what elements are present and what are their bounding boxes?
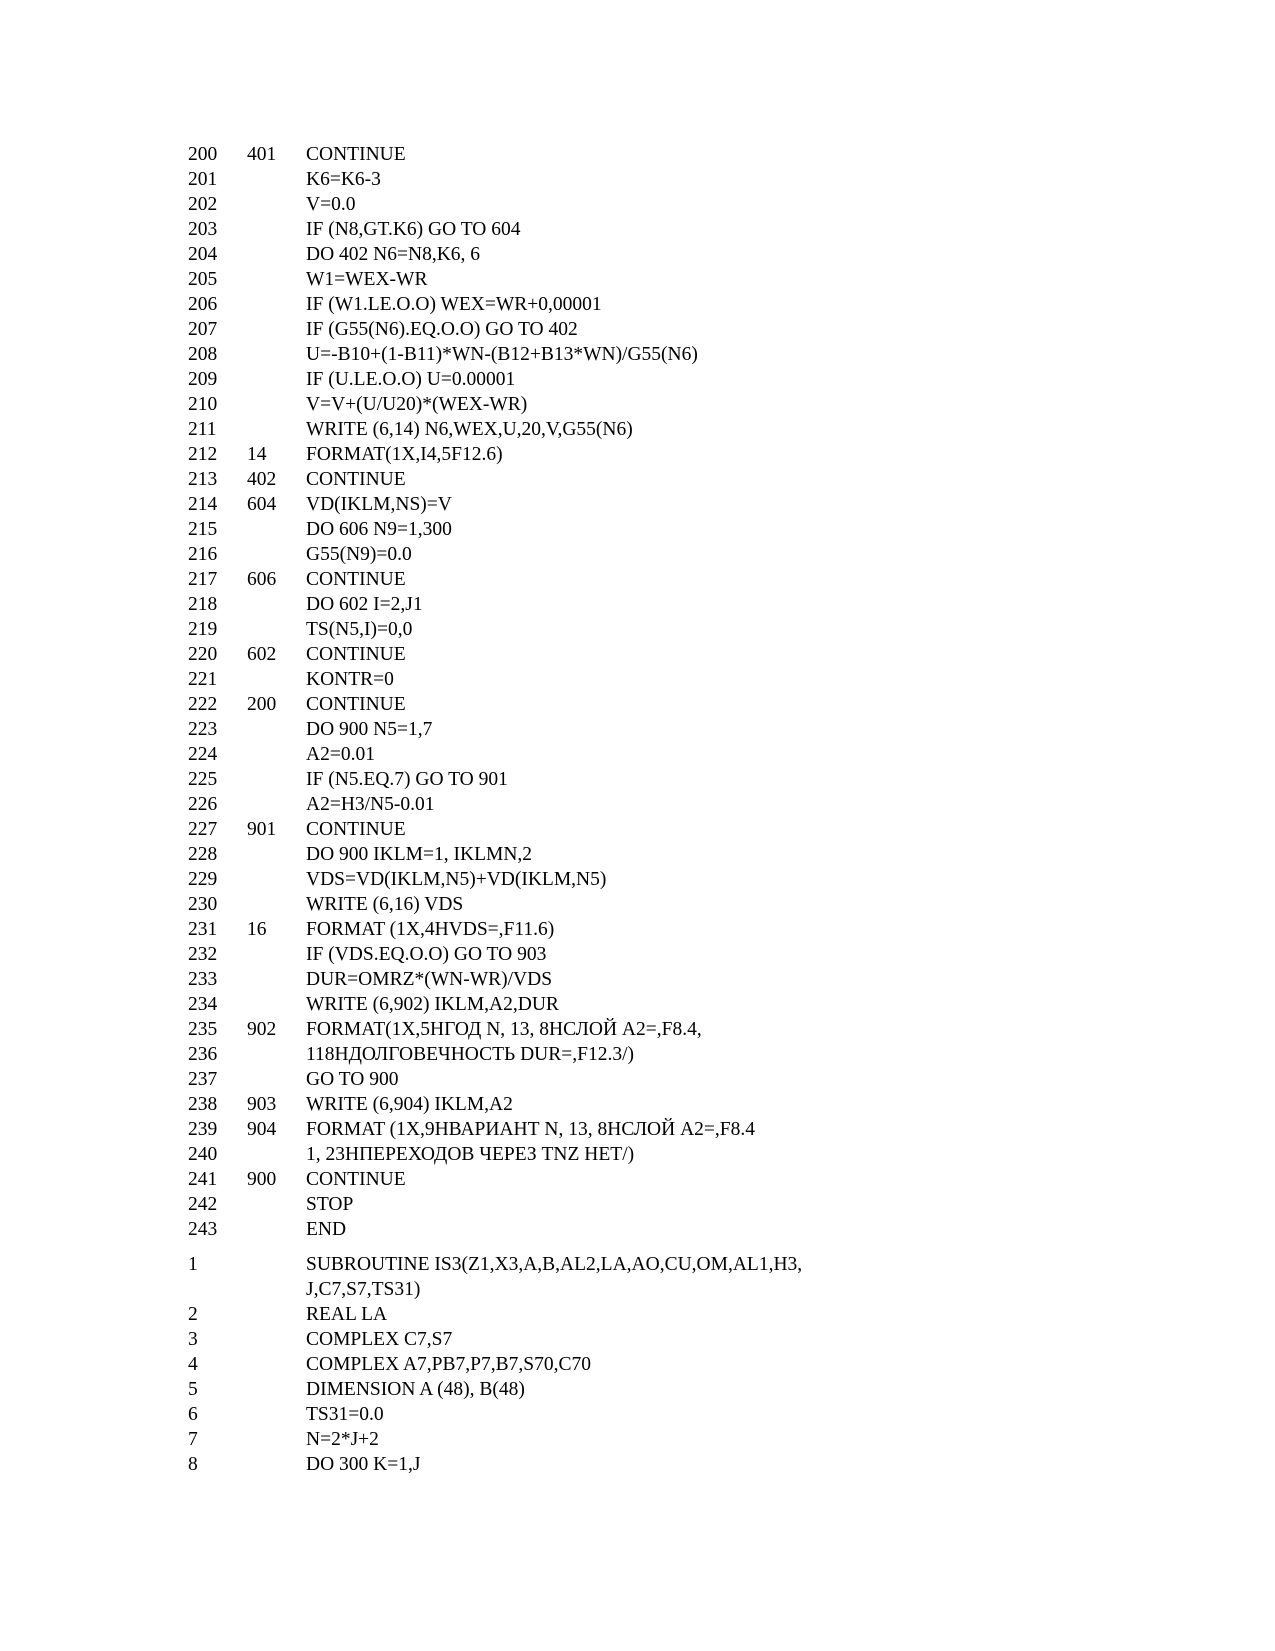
statement-text: KONTR=0 [306, 669, 394, 690]
code-line [0, 1117, 1275, 1142]
statement-text: DO 300 K=1,J [306, 1454, 421, 1475]
statement-label: 606 [247, 569, 277, 590]
code-line [0, 1217, 1275, 1242]
statement-label: 16 [247, 919, 267, 940]
line-number: 214 [188, 494, 218, 515]
statement-label: 604 [247, 494, 277, 515]
line-number: 205 [188, 269, 218, 290]
line-number: 201 [188, 169, 218, 190]
statement-text: DUR=OMRZ*(WN-WR)/VDS [306, 969, 553, 990]
code-line [0, 1142, 1275, 1167]
code-line [0, 867, 1275, 892]
statement-text: IF (G55(N6).EQ.O.O) GO TO 402 [306, 319, 578, 340]
line-number: 232 [188, 944, 218, 965]
code-line [0, 967, 1275, 992]
code-line [0, 1252, 1275, 1277]
line-number: 1 [188, 1254, 198, 1275]
statement-text: COMPLEX A7,PB7,P7,B7,S70,C70 [306, 1354, 591, 1375]
code-line [0, 167, 1275, 192]
statement-text: DO 402 N6=N8,K6, 6 [306, 244, 481, 265]
line-number: 219 [188, 619, 218, 640]
line-number: 235 [188, 1019, 218, 1040]
statement-text: TS31=0.0 [306, 1404, 384, 1425]
statement-label: 900 [247, 1169, 277, 1190]
statement-text: A2=0.01 [306, 744, 375, 765]
line-number: 6 [188, 1404, 198, 1425]
code-line [0, 292, 1275, 317]
statement-text: IF (N8,GT.K6) GO TO 604 [306, 219, 521, 240]
statement-text: G55(N9)=0.0 [306, 544, 412, 565]
line-number: 7 [188, 1429, 198, 1450]
statement-text: K6=K6-3 [306, 169, 381, 190]
statement-text: DO 602 I=2,J1 [306, 594, 423, 615]
line-number: 215 [188, 519, 218, 540]
statement-text: DO 606 N9=1,300 [306, 519, 452, 540]
code-line [0, 1452, 1275, 1477]
statement-text: IF (W1.LE.O.O) WEX=WR+0,00001 [306, 294, 602, 315]
statement-text: N=2*J+2 [306, 1429, 379, 1450]
code-line [0, 1067, 1275, 1092]
line-number: 228 [188, 844, 218, 865]
code-line [0, 267, 1275, 292]
statement-text: VD(IKLM,NS)=V [306, 494, 452, 515]
line-number: 213 [188, 469, 218, 490]
statement-text: FORMAT (1X,9HВАРИАНТ N, 13, 8HСЛОЙ A2=,F8.4 [306, 1119, 756, 1140]
statement-text: CONTINUE [306, 1169, 406, 1190]
line-number: 208 [188, 344, 218, 365]
code-line [0, 767, 1275, 792]
main-program-tail [0, 142, 1275, 1242]
line-number: 211 [188, 419, 217, 440]
code-line [0, 917, 1275, 942]
code-line [0, 417, 1275, 442]
statement-text: DIMENSION A (48), B(48) [306, 1379, 525, 1400]
code-line [0, 217, 1275, 242]
line-number: 203 [188, 219, 218, 240]
statement-text: COMPLEX C7,S7 [306, 1329, 453, 1350]
statement-label: 200 [247, 694, 277, 715]
code-line [0, 1352, 1275, 1377]
line-number: 212 [188, 444, 218, 465]
statement-text: CONTINUE [306, 569, 406, 590]
line-number: 222 [188, 694, 218, 715]
code-line [0, 742, 1275, 767]
statement-text: V=0.0 [306, 194, 356, 215]
statement-text: FORMAT(1X,5HГОД N, 13, 8HСЛОЙ A2=,F8.4, [306, 1019, 702, 1040]
code-line [0, 1277, 1275, 1302]
line-number: 206 [188, 294, 218, 315]
code-line [0, 1042, 1275, 1067]
code-line [0, 442, 1275, 467]
statement-text: SUBROUTINE IS3(Z1,X3,A,B,AL2,LA,AO,CU,OM,AL1,H3, [306, 1254, 803, 1275]
statement-text: 118HДОЛГОВЕЧНОСТЬ DUR=,F12.3/) [306, 1044, 635, 1065]
code-line [0, 617, 1275, 642]
code-line [0, 542, 1275, 567]
statement-text: IF (U.LE.O.O) U=0.00001 [306, 369, 516, 390]
statement-text: FORMAT(1X,I4,5F12.6) [306, 444, 503, 465]
statement-text: FORMAT (1X,4HVDS=,F11.6) [306, 919, 555, 940]
line-number: 234 [188, 994, 218, 1015]
subroutine-is3 [0, 1252, 1275, 1477]
line-number: 207 [188, 319, 218, 340]
code-line [0, 1092, 1275, 1117]
code-line [0, 992, 1275, 1017]
line-number: 220 [188, 644, 218, 665]
line-number: 229 [188, 869, 218, 890]
line-number: 227 [188, 819, 218, 840]
code-line [0, 942, 1275, 967]
statement-text: CONTINUE [306, 644, 406, 665]
statement-text: GO TO 900 [306, 1069, 399, 1090]
statement-text: DO 900 IKLM=1, IKLMN,2 [306, 844, 533, 865]
line-number: 204 [188, 244, 218, 265]
line-number: 237 [188, 1069, 218, 1090]
line-number: 240 [188, 1144, 218, 1165]
line-number: 2 [188, 1304, 198, 1325]
line-number: 242 [188, 1194, 218, 1215]
code-line [0, 342, 1275, 367]
statement-label: 402 [247, 469, 277, 490]
statement-text: J,C7,S7,TS31) [306, 1279, 421, 1300]
statement-label: 903 [247, 1094, 277, 1115]
code-line [0, 1017, 1275, 1042]
line-number: 225 [188, 769, 218, 790]
statement-text: W1=WEX-WR [306, 269, 428, 290]
line-number: 236 [188, 1044, 218, 1065]
line-number: 200 [188, 144, 218, 165]
statement-text: WRITE (6,902) IKLM,A2,DUR [306, 994, 559, 1015]
line-number: 239 [188, 1119, 218, 1140]
code-line [0, 567, 1275, 592]
line-number: 221 [188, 669, 218, 690]
line-number: 216 [188, 544, 218, 565]
line-number: 223 [188, 719, 218, 740]
code-line [0, 842, 1275, 867]
statement-label: 14 [247, 444, 267, 465]
code-line [0, 592, 1275, 617]
statement-label: 904 [247, 1119, 277, 1140]
line-number: 243 [188, 1219, 218, 1240]
statement-text: CONTINUE [306, 469, 406, 490]
code-line [0, 692, 1275, 717]
code-line [0, 892, 1275, 917]
statement-text: END [306, 1219, 347, 1240]
statement-label: 401 [247, 144, 277, 165]
statement-text: IF (VDS.EQ.O.O) GO TO 903 [306, 944, 547, 965]
statement-text: U=-B10+(1-B11)*WN-(B12+B13*WN)/G55(N6) [306, 344, 698, 365]
line-number: 224 [188, 744, 218, 765]
statement-text: TS(N5,I)=0,0 [306, 619, 413, 640]
line-number: 241 [188, 1169, 218, 1190]
statement-text: A2=H3/N5-0.01 [306, 794, 435, 815]
line-number: 5 [188, 1379, 198, 1400]
statement-text: IF (N5.EQ.7) GO TO 901 [306, 769, 508, 790]
code-line [0, 1377, 1275, 1402]
statement-text: STOP [306, 1194, 354, 1215]
code-line [0, 1327, 1275, 1352]
line-number: 233 [188, 969, 218, 990]
statement-text: CONTINUE [306, 144, 406, 165]
statement-text: V=V+(U/U20)*(WEX-WR) [306, 394, 528, 415]
statement-text: WRITE (6,16) VDS [306, 894, 464, 915]
code-line [0, 792, 1275, 817]
code-line [0, 642, 1275, 667]
statement-text: WRITE (6,14) N6,WEX,U,20,V,G55(N6) [306, 419, 633, 440]
line-number: 238 [188, 1094, 218, 1115]
line-number: 231 [188, 919, 218, 940]
line-number: 8 [188, 1454, 198, 1475]
statement-text: DO 900 N5=1,7 [306, 719, 433, 740]
statement-text: WRITE (6,904) IKLM,A2 [306, 1094, 513, 1115]
line-number: 3 [188, 1329, 198, 1350]
line-number: 4 [188, 1354, 198, 1375]
code-line [0, 817, 1275, 842]
statement-text: VDS=VD(IKLM,N5)+VD(IKLM,N5) [306, 869, 607, 890]
code-line [0, 1402, 1275, 1427]
code-line [0, 1192, 1275, 1217]
code-line [0, 242, 1275, 267]
code-line [0, 142, 1275, 167]
code-line [0, 392, 1275, 417]
statement-label: 902 [247, 1019, 277, 1040]
statement-text: REAL LA [306, 1304, 388, 1325]
statement-label: 901 [247, 819, 277, 840]
code-line [0, 492, 1275, 517]
code-line [0, 717, 1275, 742]
code-line [0, 1167, 1275, 1192]
line-number: 202 [188, 194, 218, 215]
code-line [0, 192, 1275, 217]
statement-text: CONTINUE [306, 819, 406, 840]
line-number: 209 [188, 369, 218, 390]
code-line [0, 1427, 1275, 1452]
code-line [0, 317, 1275, 342]
statement-text: 1, 23HПЕРЕХОДОВ ЧЕРЕЗ TNZ НЕТ/) [306, 1144, 635, 1165]
statement-label: 602 [247, 644, 277, 665]
line-number: 230 [188, 894, 218, 915]
code-line [0, 467, 1275, 492]
line-number: 210 [188, 394, 218, 415]
code-line [0, 517, 1275, 542]
statement-text: CONTINUE [306, 694, 406, 715]
line-number: 217 [188, 569, 218, 590]
code-line [0, 1302, 1275, 1327]
code-line [0, 667, 1275, 692]
line-number: 218 [188, 594, 218, 615]
code-line [0, 367, 1275, 392]
line-number: 226 [188, 794, 218, 815]
